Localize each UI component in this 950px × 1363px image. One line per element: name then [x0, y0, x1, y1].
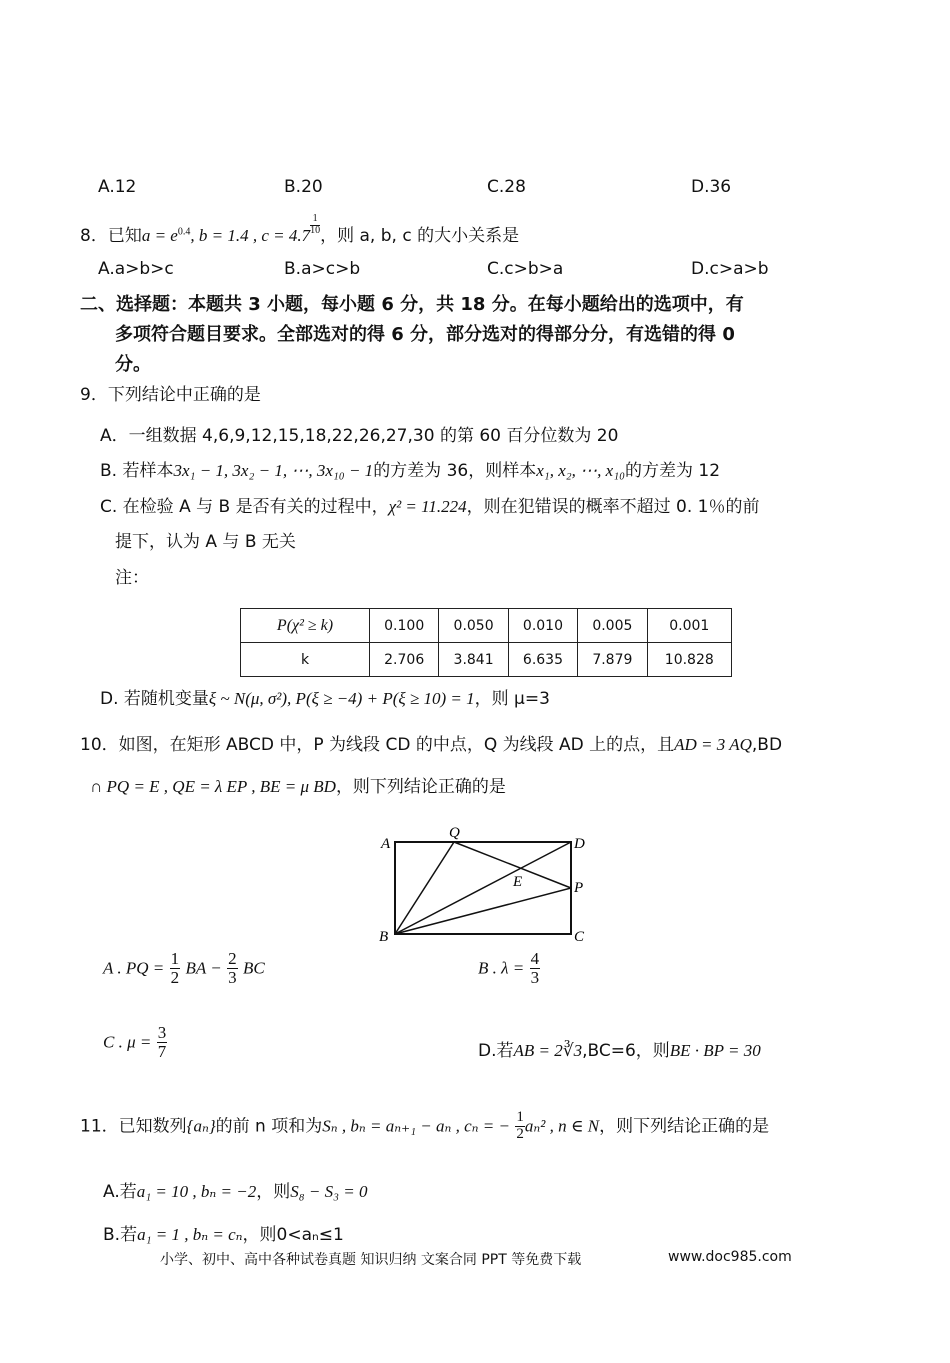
- q10-stem-line2: ∩ PQ = E , QE = λ EP , BE = μ BD，则下列结论正确的是: [90, 777, 506, 797]
- q8-option-c: C.c>b>a: [487, 259, 564, 279]
- table-cell: 0.005: [578, 609, 647, 643]
- q8-stem: 8．已知$a = e^{0.4}$, b = 1.4 , c = 4.7 $^{\frac{1}{10}}$ ，则 a, b, c 的大小关系是: [80, 213, 520, 246]
- table-cell: P(χ² ≥ k): [241, 609, 370, 643]
- section2-heading-line1: 二、选择题：本题共 3 小题，每小题 6 分，共 18 分。在每小题给出的选项中，有: [80, 294, 744, 315]
- q8-option-a: A.a>b>c: [98, 259, 174, 279]
- q9-note: 注：: [115, 568, 149, 588]
- q9-option-a: A．一组数据 4,6,9,12,15,18,22,26,27,30 的第 60 百分位数为 20: [100, 426, 619, 446]
- table-cell: 3.841: [439, 643, 508, 677]
- q9-option-c-line2: 提下，认为 A 与 B 无关: [115, 532, 296, 552]
- table-cell: 0.050: [439, 609, 508, 643]
- q7-option-d: D.36: [691, 177, 732, 197]
- q11-option-b: B.若a₁ = 1 , bₙ = cₙ，则0<aₙ≤1: [103, 1225, 344, 1245]
- label-c: C: [574, 929, 585, 945]
- table-cell: 6.635: [508, 643, 577, 677]
- q10-option-b: B . λ = $\frac{4}{3}$: [478, 949, 540, 987]
- section2-heading-line3: 分。: [115, 354, 151, 375]
- q9-option-d: D. 若随机变量ξ ~ N(μ, σ²), P(ξ ≥ −4) + P(ξ ≥ 10) = 1，则 μ=3: [100, 689, 550, 709]
- q7-option-c: C.28: [487, 177, 526, 197]
- q11-stem: 11．已知数列{aₙ}的前 n 项和为Sₙ , bₙ = aₙ₊₁ − aₙ , cₙ = − $\frac{1}{2}$ aₙ² , n ∈ N，则下列结论正确的是: [80, 1109, 770, 1142]
- table-cell: 2.706: [370, 643, 439, 677]
- q10-option-c: C . μ = $\frac{3}{7}$: [103, 1023, 167, 1061]
- q11-option-a: A.若a₁ = 10 , bₙ = −2，则S₈ − S₃ = 0: [103, 1182, 368, 1202]
- table-cell: 0.001: [647, 609, 731, 643]
- label-q: Q: [449, 825, 460, 841]
- q10-option-a: A . PQ = $\frac{1}{2}$ BA − $\frac{2}{3}$ BC: [103, 949, 265, 987]
- q8-option-d: D.c>a>b: [691, 259, 769, 279]
- segment-bd: [395, 842, 571, 934]
- table-cell: 7.879: [578, 643, 647, 677]
- table-row: [241, 643, 732, 677]
- rectangle-figure: [375, 822, 595, 947]
- label-d: D: [574, 836, 585, 852]
- q10-option-d: D.若AB = 2∛3,BC=6，则BE · BP = 30: [478, 1041, 761, 1061]
- label-p: P: [574, 880, 584, 896]
- label-e: E: [513, 874, 523, 890]
- footer-text: 小学、初中、高中各种试卷真题 知识归纳 文案合同 PPT 等免费下载: [160, 1252, 582, 1268]
- q9-stem: 9．下列结论中正确的是: [80, 385, 261, 405]
- table-cell: k: [241, 643, 370, 677]
- q7-option-a: A.12: [98, 177, 137, 197]
- q10-stem-line1: 10．如图，在矩形 ABCD 中，P 为线段 CD 的中点，Q 为线段 AD 上的点，且AD = 3 AQ,BD: [80, 735, 783, 755]
- table-cell: 0.010: [508, 609, 577, 643]
- table-row: [241, 609, 732, 643]
- q9-option-b: B. 若样本3x₁ − 1, 3x₂ − 1, ⋯, 3x₁₀ − 1的方差为 36，则样本x₁, x₂, ⋯, x₁₀的方差为 12: [100, 461, 721, 481]
- label-a: A: [381, 836, 391, 852]
- q9-option-c: C. 在检验 A 与 B 是否有关的过程中，χ² = 11.224，则在犯错误的概率不超过 0. 1％的前: [100, 497, 760, 517]
- label-b: B: [379, 929, 389, 945]
- segment-bp: [395, 888, 571, 934]
- section2-heading-line2: 多项符合题目要求。全部选对的得 6 分，部分选对的得部分分，有选错的得 0: [115, 324, 735, 345]
- table-cell: 10.828: [647, 643, 731, 677]
- q8-option-b: B.a>c>b: [284, 259, 361, 279]
- q7-option-b: B.20: [284, 177, 323, 197]
- chi-square-table: [240, 608, 732, 677]
- footer-url[interactable]: www.doc985.com: [668, 1249, 792, 1265]
- table-cell: 0.100: [370, 609, 439, 643]
